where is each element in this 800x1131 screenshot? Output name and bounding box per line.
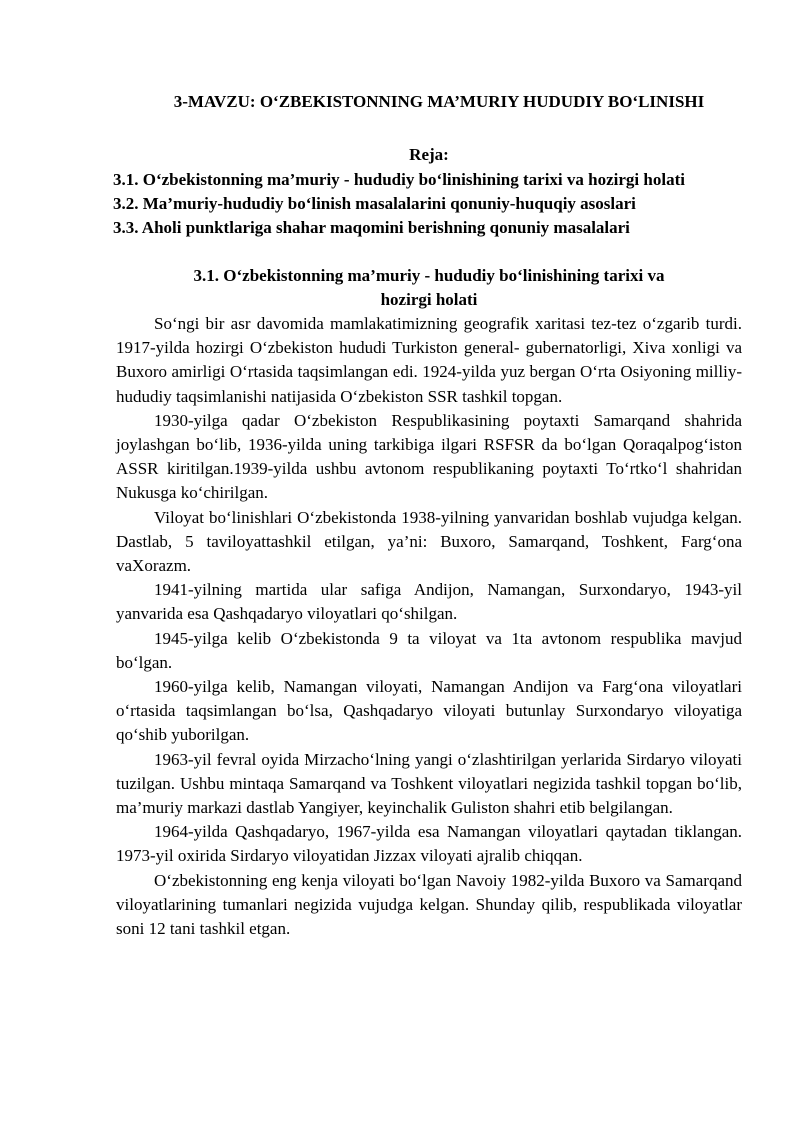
section-heading [116, 264, 742, 312]
section-heading-line: hozirgi holati [380, 290, 478, 309]
document-page [113, 90, 742, 941]
paragraph: 1964-yilda Qashqadaryo, 1967-yilda esa Namangan viloyatlari qaytadan tiklangan. 1973-yil oxirida Sirdaryo viloyatidan Jizzax viloyati ajralib chiqqan. [116, 822, 742, 866]
plan-list [113, 168, 742, 240]
body-text [116, 312, 742, 941]
paragraph: 1945-yilga kelib O‘zbekistonda 9 ta viloyat va 1ta avtonom respublika mavjud bo‘lgan. [116, 628, 742, 672]
paragraph: Viloyat bo‘linishlari O‘zbekistonda 1938-yilning yanvaridan boshlab vujudga kelgan. Dastlab, 5 taviloyattashkil etilgan, ya’ni: Buxoro, Samarqand, Toshkent, Farg‘ona vaXorazm. [116, 507, 742, 576]
paragraph: 1963-yil fevral oyida Mirzacho‘lning yangi o‘zlashtirilgan yerlarida Sirdaryo viloyati tuzilgan. Ushbu mintaqa Samarqand va Toshkent viloyatlari negizida tashkil topgan bo‘lib, ma’muriy markazi dastlab Yangiyer, keyinchalik Guliston shahri etib belgilangan. [116, 749, 742, 818]
plan-item: 3.2. Ma’muriy-hududiy bo‘linish masalalarini qonuniy-huquqiy asoslari [113, 194, 636, 213]
paragraph: 1960-yilga kelib, Namangan viloyati, Namangan Andijon va Farg‘ona viloyatlari o‘rtasida taqsimlangan bo‘lsa, Qashqadaryo viloyati butunlay Surxondaryo viloyatiga qo‘shib yuborilgan. [116, 677, 742, 745]
plan-label: Reja: [409, 145, 449, 164]
paragraph: So‘ngi bir asr davomida mamlakatimizning geografik xaritasi tez-tez o‘zgarib turdi. 1917-yilda hozirgi O‘zbekiston hududi Turkiston general- gubernatorligi, Xiva xonligi va Buxoro amirligi O‘rtasida taqsimlangan edi. 1924-yilda yuz bergan O‘rta Osiyoning milliy-hududiy taqsimlanishi natijasida O‘zbekiston SSR tashkil topgan. [116, 314, 742, 406]
paragraph: 1941-yilning martida ular safiga Andijon, Namangan, Surxondaryo, 1943-yil yanvarida esa Qashqadaryo viloyatlari qo‘shilgan. [116, 580, 742, 624]
topic-title: 3-MAVZU: O‘ZBEKISTONNING MA’MURIY HUDUDIY BO‘LINISHI [173, 92, 705, 111]
paragraph: 1930-yilga qadar O‘zbekiston Respublikasining poytaxti Samarqand shahrida joylashgan bo‘lib, 1936-yilda uning tarkibiga ilgari RSFSR da bo‘lgan Qoraqalpog‘iston ASSR kiritilgan.1939-yilda ushbu avtonom respublikaning poytaxti To‘rtko‘l shahridan Nukusga ko‘chirilgan. [116, 410, 742, 503]
plan-item: 3.1. O‘zbekistonning ma’muriy - hududiy bo‘linishining tarixi va hozirgi holati [113, 170, 685, 189]
paragraph: O‘zbekistonning eng kenja viloyati bo‘lgan Navoiy 1982-yilda Buxoro va Samarqand viloyatlarining tumanlari negizida vujudga kelgan. Shunday qilib, respublikada viloyatlar soni 12 tani tashkil etgan. [116, 870, 742, 939]
plan-item: 3.3. Aholi punktlariga shahar maqomini berishning qonuniy masalalari [113, 218, 630, 237]
section-heading-line: 3.1. O‘zbekistonning ma’muriy - hududiy bo‘linishining tarixi va [193, 266, 665, 285]
